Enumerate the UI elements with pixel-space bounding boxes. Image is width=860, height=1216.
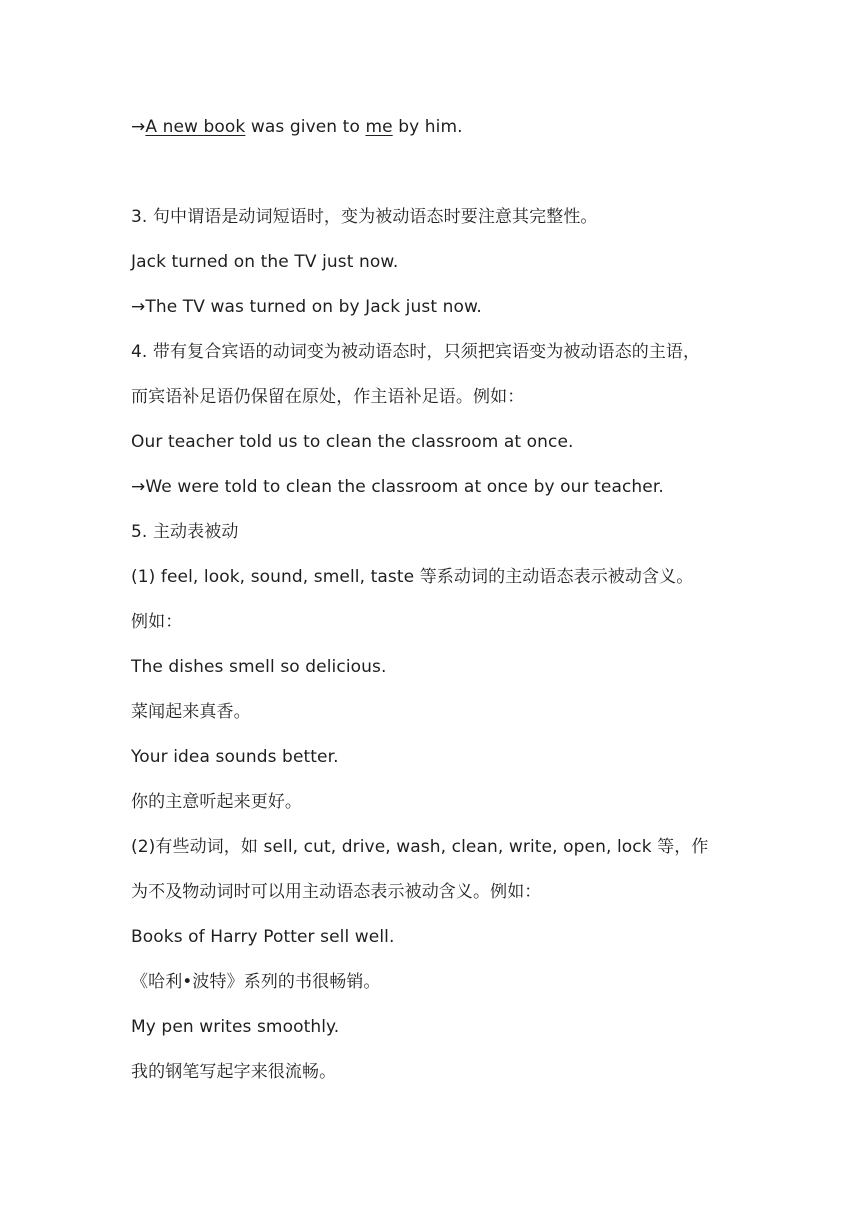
sentence-end: by him.	[392, 117, 463, 137]
rule-3-heading: 3. 句中谓语是动词短语时，变为被动语态时要注意其完整性。	[131, 207, 598, 227]
example-sentence: Your idea sounds better.	[131, 747, 339, 767]
sentence-middle: was given to	[245, 117, 366, 137]
rule-4-heading: 4. 带有复合宾语的动词变为被动语态时，只须把宾语变为被动语态的主语，	[131, 342, 701, 362]
example-passive-sentence: →The TV was turned on by Jack just now.	[131, 297, 482, 317]
example-sentence: My pen writes smoothly.	[131, 1017, 340, 1037]
rule-5-1-text: (1) feel, look, sound, smell, taste 等系动词的主动语态表示被动含义。	[131, 567, 694, 587]
arrow-text: →	[131, 117, 146, 137]
rule-4-continuation: 而宾语补足语仍保留在原处，作主语补足语。例如：	[131, 387, 525, 407]
example-sentence: The dishes smell so delicious.	[131, 657, 387, 677]
example-label: 例如：	[131, 612, 183, 632]
example-sentence: Books of Harry Potter sell well.	[131, 927, 395, 947]
underlined-object: me	[365, 117, 393, 137]
example-translation: 你的主意听起来更好。	[131, 792, 302, 812]
rule-5-2-text: (2)有些动词，如 sell, cut, drive, wash, clean, write, open, lock 等，作	[131, 837, 709, 857]
rule-5-2-continuation: 为不及物动词时可以用主动语态表示被动含义。例如：	[131, 882, 542, 902]
example-passive-sentence	[131, 115, 463, 139]
example-active-sentence: Our teacher told us to clean the classroom at once.	[131, 432, 574, 452]
example-passive-sentence: →We were told to clean the classroom at once by our teacher.	[131, 477, 664, 497]
rule-5-heading: 5. 主动表被动	[131, 522, 239, 542]
example-translation: 我的钢笔写起字来很流畅。	[131, 1062, 337, 1082]
example-translation: 《哈利•波特》系列的书很畅销。	[131, 972, 381, 992]
underlined-subject: A new book	[145, 117, 246, 137]
example-active-sentence: Jack turned on the TV just now.	[131, 252, 399, 272]
example-translation: 菜闻起来真香。	[131, 702, 251, 722]
